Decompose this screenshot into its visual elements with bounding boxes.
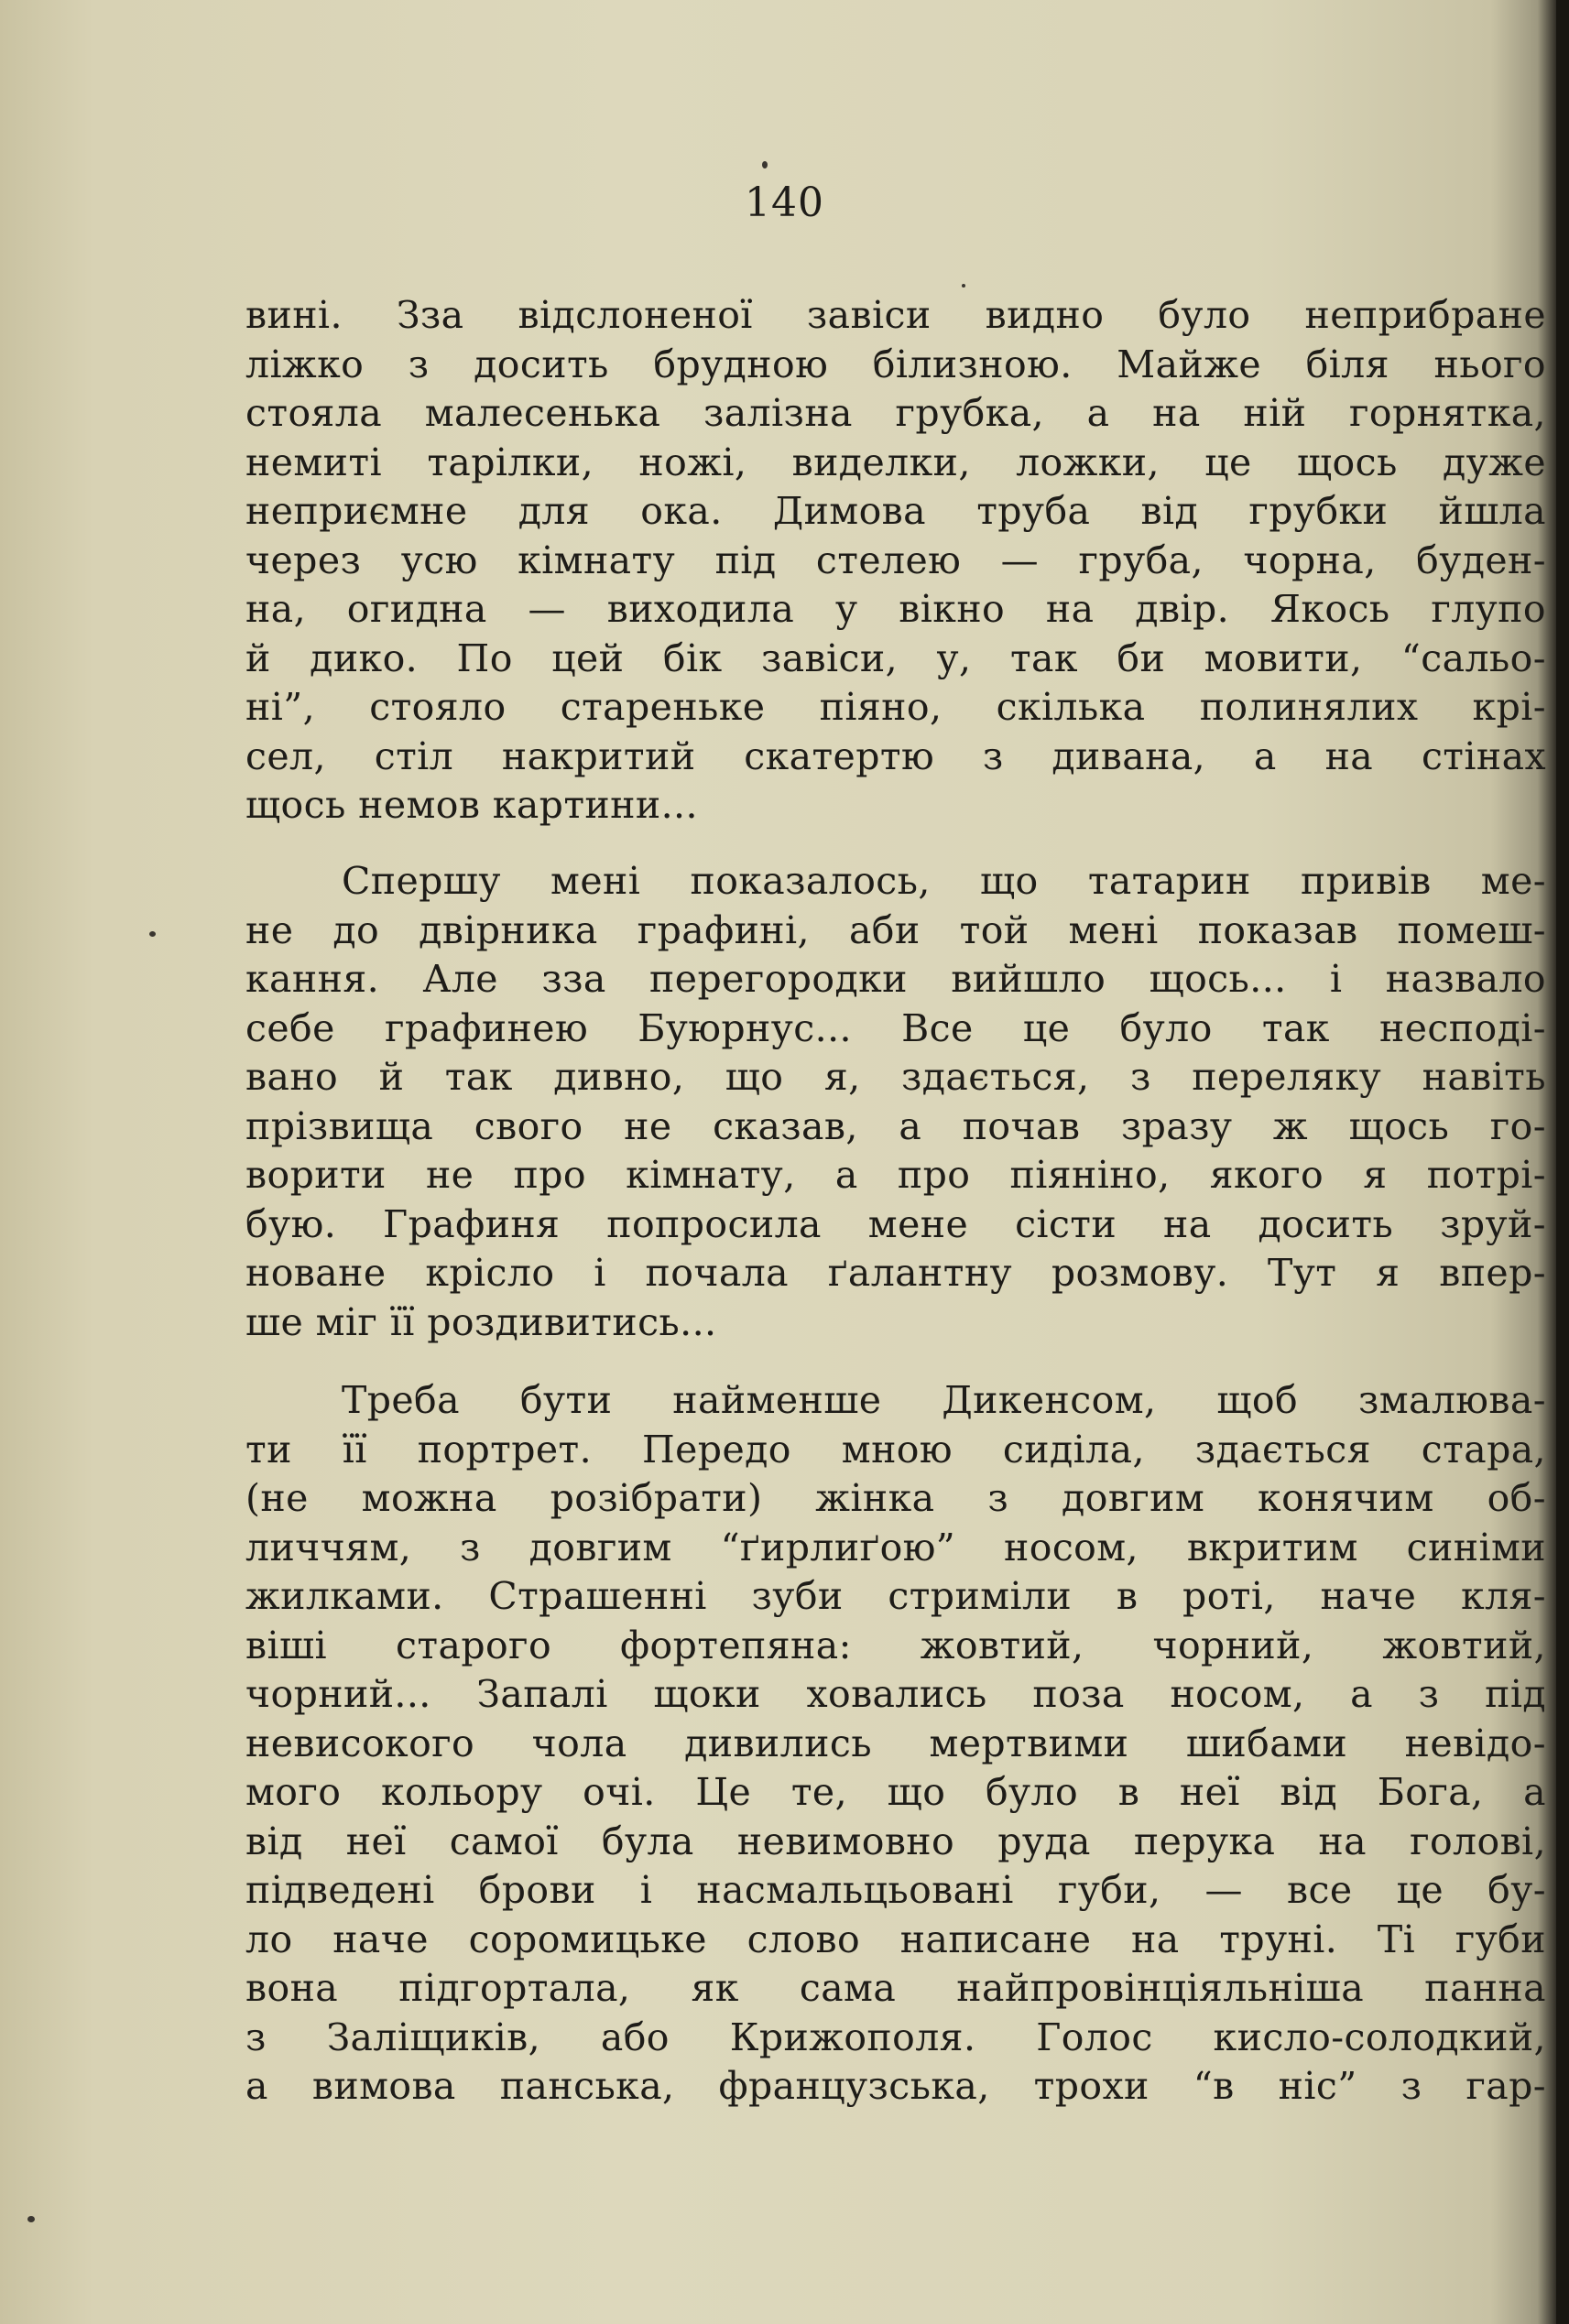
text-line: віші старого фортепяна: жовтий, чорний, жовтий,	[245, 1623, 1546, 1667]
text-line: щось немов картини...	[245, 783, 698, 827]
text-line: вона підгортала, як сама найпровінціяльніша панна	[245, 1966, 1546, 2010]
text-line: себе графинею Буюрнус... Все це було так несподі-	[245, 1005, 1546, 1050]
text-line: невисокого чола дивились мертвими шибами невідо-	[245, 1721, 1546, 1765]
text-line: личчям, з довгим “ґирлиґою” носом, вкритим синіми	[245, 1525, 1546, 1569]
text-line: стояла малесенька залізна грубка, а на ній горнятка,	[245, 391, 1546, 435]
text-line: від неї самої була невимовно руда перука на голові,	[245, 1819, 1546, 1863]
paragraph-3	[245, 1376, 1546, 2112]
text-line: ворити не про кімнату, а про піяніно, якого я потрі-	[245, 1153, 1546, 1197]
paragraph-2	[245, 857, 1546, 1347]
text-line: (не можна розібрати) жінка з довгим конячим об-	[245, 1476, 1546, 1520]
page-number: 140	[745, 179, 824, 226]
text-line: сел, стіл накритий скатертю з дивана, а на стінах	[245, 733, 1546, 778]
text-line: ше міг її роздивитись...	[245, 1299, 717, 1344]
print-speck	[962, 284, 965, 288]
text-line: вано й так дивно, що я, здається, з переляку навіть	[245, 1055, 1546, 1099]
text-line: кання. Але зза перегородки вийшло щось... і назвало	[245, 957, 1546, 1001]
print-speck	[149, 931, 156, 937]
text-line: прізвища свого не сказав, а почав зразу ж щось го-	[245, 1103, 1546, 1148]
text-line: Спершу мені показалось, що татарин привів ме-	[342, 859, 1546, 903]
text-line: ти її портрет. Передо мною сиділа, здається стара,	[245, 1427, 1546, 1472]
print-speck	[27, 2216, 35, 2222]
text-line: з Заліщиків, або Крижополя. Голос кисло-солодкий,	[245, 2014, 1546, 2059]
page-gutter-shadow	[1556, 0, 1569, 2324]
text-line: неприємне для ока. Димова труба від грубки йшла	[245, 489, 1546, 533]
text-line: а вимова панська, французська, трохи “в ніс” з гар-	[245, 2064, 1546, 2108]
text-line: й дико. По цей бік завіси, у, так би мовити, “сальо-	[245, 635, 1546, 680]
text-line: чорний... Запалі щоки ховались поза носом, а з під	[245, 1672, 1546, 1716]
text-line: немиті тарілки, ножі, виделки, ложки, це щось дуже	[245, 440, 1546, 484]
text-line: не до двірника графині, аби той мені показав помеш-	[245, 907, 1546, 952]
text-line: ліжко з досить брудною білизною. Майже біля нього	[245, 342, 1546, 386]
text-line: підведені брови і насмальцьовані губи, — все це бу-	[245, 1868, 1546, 1912]
text-line: новане крісло і почала ґалантну розмову. Тут я впер-	[245, 1251, 1546, 1295]
print-speck	[762, 161, 768, 168]
paragraph-1	[245, 291, 1546, 831]
text-line: мого кольору очі. Це те, що було в неї від Бога, а	[245, 1770, 1546, 1814]
text-line: вині. Зза відслоненої завіси видно було неприбране	[245, 293, 1546, 337]
text-line: ло наче соромицьке слово написане на труні. Ті губи	[245, 1917, 1546, 1961]
text-line: на, огидна — виходила у вікно на двір. Якось глупо	[245, 587, 1546, 631]
text-line: Треба бути найменше Дикенсом, щоб змалюва-	[342, 1378, 1546, 1422]
text-line: ні”, стояло стареньке піяно, скілька полинялих крі-	[245, 685, 1546, 729]
text-line: жилками. Страшенні зуби стриміли в роті, наче кля-	[245, 1574, 1546, 1618]
text-line: через усю кімнату під стелею — груба, чорна, буден-	[245, 538, 1546, 582]
text-line: бую. Графиня попросила мене сісти на досить зруй-	[245, 1201, 1546, 1246]
